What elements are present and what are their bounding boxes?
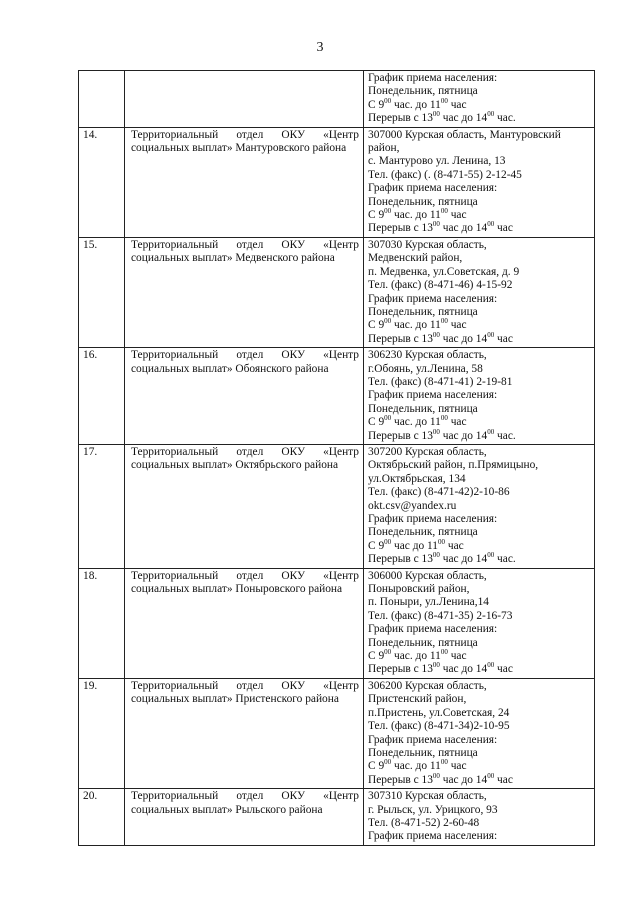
address-line: График приема населения: (368, 733, 498, 746)
address-line (368, 112, 591, 125)
time-superscript: 00 (487, 427, 495, 436)
time-superscript: 00 (440, 648, 448, 657)
address-line (368, 319, 591, 332)
office-name: Территориальный отдел ОКУ «Центр социальных выплат» Медвенского района (125, 237, 364, 347)
page-number: 3 (316, 40, 324, 55)
office-address-schedule (364, 237, 595, 347)
address-line: График приема населения: (368, 513, 498, 525)
time-superscript: 00 (432, 220, 440, 229)
table-row (79, 789, 595, 846)
time-superscript: 00 (384, 414, 392, 423)
time-superscript: 00 (487, 330, 495, 339)
address-line (368, 416, 591, 429)
address-line: 306200 Курская область, (368, 679, 487, 692)
time-text: Перерыв с 13 (368, 773, 433, 786)
time-superscript: 00 (432, 110, 440, 119)
office-address-schedule (364, 789, 595, 846)
time-superscript: 00 (440, 96, 448, 105)
address-line: Тел. (факс) (8-471-46) 4-15-92 (368, 279, 513, 292)
address-line (368, 330, 591, 346)
time-superscript: 00 (432, 771, 440, 780)
address-line: Понедельник, пятница (368, 636, 478, 649)
time-text: час. до 11 (394, 650, 441, 663)
row-number: 20. (79, 789, 125, 846)
time-text: час. до 11 (394, 416, 441, 429)
address-line (368, 427, 591, 443)
address-line (368, 222, 591, 235)
address-line: 307310 Курская область, (368, 790, 487, 803)
time-text: час до 14 (442, 773, 488, 786)
time-text: час. до 11 (394, 319, 441, 332)
time-superscript: 00 (432, 427, 440, 436)
time-text: час (447, 539, 464, 552)
time-superscript: 00 (487, 220, 495, 229)
time-text: час (497, 773, 513, 786)
time-text: час (450, 760, 467, 773)
time-superscript: 00 (384, 648, 392, 657)
address-line: ул.Октябрьская, 134 (368, 472, 466, 485)
time-text: час до 14 (442, 663, 488, 676)
row-number: 17. (79, 444, 125, 568)
office-address-schedule (364, 127, 595, 237)
office-address-schedule (364, 71, 595, 128)
time-text: час. (497, 112, 516, 125)
time-text: С 9 (368, 98, 385, 111)
time-superscript: 00 (440, 207, 448, 216)
table-row (79, 568, 595, 678)
time-superscript: 00 (384, 96, 392, 105)
address-line (368, 553, 591, 566)
address-line: 307200 Курская область, (368, 445, 487, 458)
address-line: 306000 Курская область, (368, 569, 487, 582)
address-line: График приема населения: (368, 830, 498, 843)
office-name: Территориальный отдел ОКУ «Центр социальных выплат» Поныровского района (125, 568, 364, 678)
time-text: Перерыв с 13 (368, 112, 433, 125)
office-name: Территориальный отдел ОКУ «Центр социальных выплат» Пристенского района (125, 678, 364, 788)
table-row (79, 444, 595, 568)
address-line: Медвенский район, (368, 252, 463, 265)
address-line: Тел. (факс) (. (8-471-55) 2-12-45 (368, 168, 522, 181)
time-superscript: 00 (487, 661, 495, 670)
address-line: Понедельник, пятница (368, 746, 478, 759)
time-text: С 9 (368, 319, 385, 332)
address-line (368, 209, 591, 222)
time-text: час (450, 650, 467, 663)
time-text: Перерыв с 13 (368, 663, 433, 676)
address-line: г.Обоянь, ул.Ленина, 58 (368, 362, 483, 375)
time-text: час (450, 416, 467, 429)
time-text: час (450, 209, 467, 222)
time-text: час. до 11 (394, 98, 441, 111)
time-text: С 9 (368, 416, 385, 429)
time-text: Перерыв с 13 (368, 332, 433, 345)
time-text: час. до 11 (394, 760, 441, 773)
offices-table-body (79, 71, 595, 846)
time-text: час (497, 332, 513, 345)
time-superscript: 00 (432, 551, 440, 560)
time-text: час (497, 222, 513, 235)
time-superscript: 00 (432, 330, 440, 339)
time-text: Перерыв с 13 (368, 429, 433, 442)
address-line: Понедельник, пятница (368, 85, 478, 98)
table-row (79, 678, 595, 788)
time-superscript: 00 (487, 771, 495, 780)
office-name: Территориальный отдел ОКУ «Центр социальных выплат» Обоянского района (125, 348, 364, 445)
address-line: 307030 Курская область, (368, 238, 487, 251)
time-text: час. до 11 (394, 209, 441, 222)
address-line: Понедельник, пятница (368, 526, 478, 539)
time-superscript: 00 (384, 758, 392, 767)
row-number: 16. (79, 348, 125, 445)
time-text: час. (497, 553, 516, 566)
time-text: час до 14 (442, 553, 488, 566)
time-text: час до 14 (442, 112, 488, 125)
address-line: График приема населения: (368, 182, 498, 195)
address-line (368, 650, 591, 663)
address-line (368, 771, 591, 787)
time-superscript: 00 (384, 317, 392, 326)
row-number: 14. (79, 127, 125, 237)
address-line: График приема населения: (368, 72, 498, 84)
address-line: График приема населения: (368, 389, 498, 402)
address-line: Понедельник, пятница (368, 305, 478, 318)
time-text: час (497, 663, 513, 676)
row-number: 18. (79, 568, 125, 678)
address-line: Тел. (факс) (8-471-35) 2-16-73 (368, 609, 513, 622)
address-line: 306230 Курская область, (368, 349, 487, 362)
time-superscript: 00 (487, 551, 495, 560)
address-line (368, 537, 591, 553)
address-line: Тел. (факс) (8-471-34)2-10-95 (368, 720, 510, 733)
address-line: График приема населения: (368, 292, 498, 305)
address-line: Тел. (факс) (8-471-41) 2-19-81 (368, 375, 513, 388)
office-address-schedule (364, 568, 595, 678)
time-text: час (450, 319, 467, 332)
address-line: Понедельник, пятница (368, 195, 478, 208)
time-text: С 9 (368, 650, 385, 663)
time-text: С 9 (368, 760, 385, 773)
time-superscript: 00 (432, 661, 440, 670)
table-row (79, 127, 595, 237)
table-row (79, 348, 595, 445)
time-superscript: 00 (384, 207, 392, 216)
time-text: час до 11 (394, 539, 438, 552)
row-number: 19. (79, 678, 125, 788)
time-superscript: 00 (438, 537, 445, 546)
time-superscript: 00 (440, 758, 448, 767)
office-name (125, 71, 364, 128)
time-text: Перерыв с 13 (368, 553, 433, 566)
time-superscript: 00 (440, 317, 448, 326)
address-line: Поныровский район, (368, 583, 470, 596)
office-address-schedule (364, 444, 595, 568)
address-line: Октябрьский район, п.Прямицыно, (368, 459, 539, 472)
office-name: Территориальный отдел ОКУ «Центр социальных выплат» Октябрьского района (125, 444, 364, 568)
address-line: Тел. (факс) (8-471-42)2-10-86 (368, 486, 510, 499)
office-address-schedule (364, 678, 595, 788)
address-line: район, (368, 142, 400, 155)
time-text: час до 14 (442, 429, 488, 442)
time-superscript: 00 (384, 537, 392, 546)
time-superscript: 00 (487, 110, 495, 119)
address-line (368, 663, 591, 676)
office-name: Территориальный отдел ОКУ «Центр социальных выплат» Мантуровского района (125, 127, 364, 237)
address-line: Понедельник, пятница (368, 402, 478, 415)
time-text: час до 14 (442, 222, 488, 235)
address-line: п. Медвенка, ул.Советская, д. 9 (368, 265, 520, 278)
time-text: С 9 (368, 209, 385, 222)
time-text: час до 14 (442, 332, 488, 345)
time-text: С 9 (368, 539, 385, 552)
offices-table (78, 70, 595, 846)
office-name: Территориальный отдел ОКУ «Центр социальных выплат» Рыльского района (125, 789, 364, 846)
office-address-schedule (364, 348, 595, 445)
table-row (79, 237, 595, 347)
address-line: График приема населения: (368, 623, 498, 636)
address-line: г. Рыльск, ул. Урицкого, 93 (368, 803, 498, 816)
row-number (79, 71, 125, 128)
address-line: Тел. (8-471-52) 2-60-48 (368, 816, 480, 829)
address-line: с. Мантурово ул. Ленина, 13 (368, 155, 506, 168)
address-line: п. Поныри, ул.Ленина,14 (368, 596, 489, 609)
address-line: Пристенский район, (368, 693, 467, 706)
time-text: час (450, 98, 467, 111)
address-line: 307000 Курская область, Мантуровский (368, 128, 561, 141)
table-row (79, 71, 595, 128)
address-line (368, 96, 591, 112)
address-line (368, 760, 591, 773)
address-line: okt.csv@yandex.ru (368, 499, 457, 512)
address-line: п.Пристень, ул.Советская, 24 (368, 706, 510, 719)
row-number: 15. (79, 237, 125, 347)
time-text: час. (497, 429, 516, 442)
time-superscript: 00 (440, 414, 448, 423)
time-text: Перерыв с 13 (368, 222, 433, 235)
